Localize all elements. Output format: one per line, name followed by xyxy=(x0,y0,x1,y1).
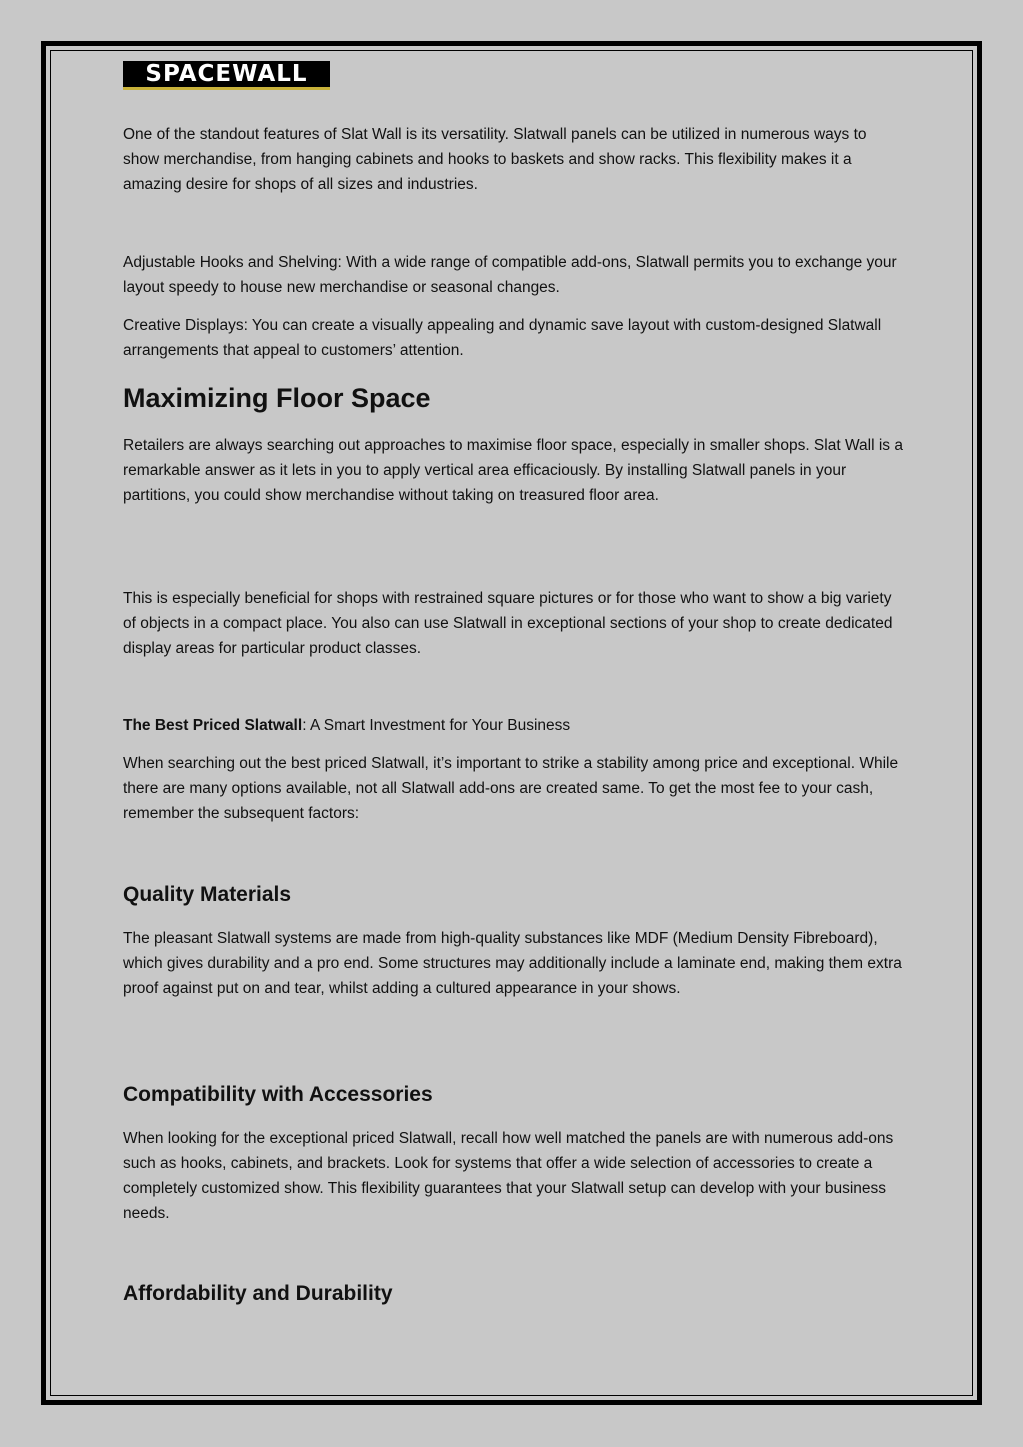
section-heading xyxy=(123,382,903,414)
paragraph-creative-displays xyxy=(123,313,903,363)
lead-rest: : A Smart Investment for Your Business xyxy=(302,717,571,734)
paragraph-text: Retailers are always searching out approaches to maximise floor space, especially in smaller shops. Slat Wall is a remarkable answer as it lets in you to apply vertical area efficaciously. By installing Slatwall panels in your partitions, you could show merchandise without taking on treasured floor area. xyxy=(123,437,903,504)
logo-text: SPACEWALL xyxy=(145,61,308,87)
paragraph-beneficial xyxy=(123,586,903,661)
paragraph-text: When looking for the exceptional priced Slatwall, recall how well matched the panels are with numerous add-ons such as hooks, cabinets, and brackets. Look for systems that offer a wide selection of accessories to create a completely customized show. This flexibility guarantees that your Slatwall setup can develop with your business needs. xyxy=(123,1130,894,1222)
paragraph-text: The pleasant Slatwall systems are made from high-quality substances like MDF (Medium Density Fibreboard), which gives durability and a pro end. Some structures may additionally include a laminate end, making them extra proof against put on and tear, whilst adding a cultured appearance in your shows. xyxy=(123,930,902,997)
spacewall-logo xyxy=(123,61,330,90)
heading-compatibility: Compatibility with Accessories xyxy=(123,1083,433,1106)
paragraph-adjustable-hooks xyxy=(123,250,903,300)
paragraph-text: When searching out the best priced Slatwall, it’s important to strike a stability among price and exceptional. While there are many options available, not all Slatwall add-ons are created same. To get the most fee to your cash, remember the subsequent factors: xyxy=(123,755,899,822)
paragraph-best-priced xyxy=(123,713,903,738)
bold-lead: The Best Priced Slatwall xyxy=(123,717,303,734)
section-heading xyxy=(123,1081,903,1109)
paragraph-searching-best xyxy=(123,751,903,826)
paragraph-text: This is especially beneficial for shops with restrained square pictures or for those who want to show a big variety of objects in a compact place. You also can use Slatwall in exceptional sections of your shop to create dedicated display areas for particular product classes. xyxy=(123,590,893,657)
paragraph-text: Creative Displays: You can create a visually appealing and dynamic save layout with custom-designed Slatwall arrangements that appeal to customers’ attention. xyxy=(123,317,882,359)
paragraph-versatility xyxy=(123,122,903,197)
paragraph-text xyxy=(123,713,903,738)
section-heading xyxy=(123,881,903,909)
section-heading xyxy=(123,1280,903,1308)
heading-maximizing-floor-space: Maximizing Floor Space xyxy=(123,383,431,413)
paragraph-text: Adjustable Hooks and Shelving: With a wide range of compatible add-ons, Slatwall permits you to exchange your layout speedy to house new merchandise or seasonal changes. xyxy=(123,254,897,296)
paragraph-quality xyxy=(123,926,903,1001)
heading-quality-materials: Quality Materials xyxy=(123,883,292,906)
paragraph-retailers xyxy=(123,433,903,508)
heading-affordability: Affordability and Durability xyxy=(123,1282,393,1305)
paragraph-compatibility xyxy=(123,1126,903,1226)
paragraph-text: One of the standout features of Slat Wall is its versatility. Slatwall panels can be utilized in numerous ways to show merchandise, from hanging cabinets and hooks to baskets and show racks. This flexibility makes it a amazing desire for shops of all sizes and industries. xyxy=(123,126,867,193)
